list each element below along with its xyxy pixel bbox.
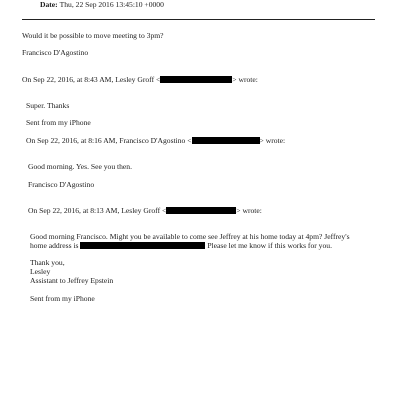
redaction-bar — [160, 76, 232, 83]
message-signature: Francisco D'Agostino — [22, 48, 89, 57]
header-divider — [22, 19, 375, 20]
message-body: Would it be possible to move meeting to 3pm? — [22, 31, 164, 40]
quote3-body-line — [30, 241, 332, 250]
redaction-bar — [192, 137, 260, 144]
date-label: Date: — [40, 0, 58, 9]
quote3-title: Assistant to Jeffrey Epstein — [30, 276, 114, 285]
date-value: Thu, 22 Sep 2016 13:45:10 +0000 — [59, 0, 164, 9]
quote3-body-line2-suffix: Please let me know if this works for you. — [205, 241, 332, 250]
quote3-attribution-suffix: > wrote: — [236, 206, 262, 215]
quote1-attribution — [22, 75, 258, 84]
quote2-attribution-suffix: > wrote: — [259, 136, 286, 145]
quote3-body-line: Good morning Francisco. Might you be available to come see Jeffrey at his home today at 4pm? Jeffrey's — [30, 232, 350, 241]
quote1-attribution-suffix: > wrote: — [232, 75, 258, 84]
redaction-bar — [80, 242, 205, 249]
quote2-attribution — [26, 136, 285, 145]
quote2-line: Good morning. Yes. See you then. — [28, 162, 132, 171]
quote3-sent-from: Sent from my iPhone — [30, 294, 95, 303]
quote3-closing: Thank you, — [30, 258, 65, 267]
quote2-line: Francisco D'Agostino — [28, 180, 95, 189]
date-header — [40, 0, 164, 9]
quote2-attribution-prefix: On Sep 22, 2016, at 8:16 AM, Francisco D'Agostino < — [26, 136, 192, 145]
quote1-attribution-prefix: On Sep 22, 2016, at 8:43 AM, Lesley Groff < — [22, 75, 161, 84]
quote3-attribution-prefix: On Sep 22, 2016, at 8:13 AM, Lesley Groff < — [28, 206, 167, 215]
redaction-bar — [166, 207, 236, 214]
quote1-line: Sent from my iPhone — [26, 118, 91, 127]
quote3-body-line2-prefix: home address is — [30, 241, 79, 250]
quote3-name: Lesley — [30, 267, 51, 276]
quote3-attribution — [28, 206, 262, 215]
quote1-line: Super. Thanks — [26, 101, 70, 110]
